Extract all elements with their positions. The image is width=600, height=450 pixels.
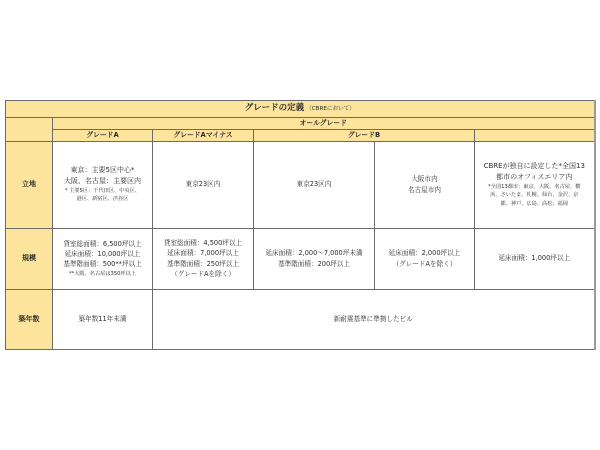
scale-grade-b-osaka-line1: 延床面積：2,000坪以上 [388, 249, 461, 258]
scale-grade-b-tokyo [254, 228, 375, 289]
location-all-grade-line1: CBREが独自に設定した*全国13 [483, 162, 585, 171]
scale-grade-a-minus-line1: 貸室総面積：4,500坪以上 [163, 239, 243, 248]
all-grade-subheader [475, 129, 595, 141]
scale-grade-a-line3: 基準階面積：500**坪以上 [63, 260, 142, 269]
scale-grade-a-minus-line3: 基準階面積：250坪以上 [167, 259, 239, 268]
age-row [6, 289, 595, 349]
location-grade-b-tokyo: 東京23区内 [254, 141, 375, 228]
location-grade-a [53, 141, 153, 228]
grade-header-row [6, 129, 595, 141]
scale-grade-a-line2: 延床面積：10,000坪以上 [64, 250, 141, 259]
table-title-text: グレードの定義 [244, 103, 305, 114]
table-title-subtext: （CBREにおいて） [306, 106, 355, 113]
location-grade-b-osaka [375, 141, 475, 228]
title-row [6, 101, 595, 118]
location-grade-a-line2: 大阪、名古屋：主要区内 [64, 177, 141, 186]
location-grade-a-line1: 東京：主要5区中心* [70, 166, 135, 175]
location-label: 立地 [6, 141, 53, 228]
age-others: 新耐震基準に準拠したビル [153, 289, 595, 349]
scale-grade-a-line1: 貸室総面積：6,500坪以上 [63, 240, 142, 249]
scale-grade-a [53, 228, 153, 289]
scale-grade-a-minus-line2: 延床面積：7,000坪以上 [167, 249, 239, 258]
location-row [6, 141, 595, 228]
scale-row [6, 228, 595, 289]
scale-label: 規模 [6, 228, 53, 289]
scale-all-grade: 延床面積：1,000坪以上 [475, 228, 595, 289]
scale-grade-a-minus-line4: （グレードAを除く） [171, 269, 235, 278]
age-grade-a: 築年数11年未満 [53, 289, 153, 349]
location-grade-a-note2: 港区、新宿区、渋谷区 [76, 196, 129, 203]
grade-definition-table [5, 100, 596, 350]
all-grade-header-row [6, 118, 595, 130]
corner-cell [6, 118, 53, 142]
location-all-grade-line2: 都市のオフィスエリア内 [496, 173, 573, 182]
table-title [6, 101, 595, 118]
grade-b-header: グレードB [254, 129, 475, 141]
location-grade-a-minus: 東京23区内 [153, 141, 254, 228]
age-label: 築年数 [6, 289, 53, 349]
grade-a-header: グレードA [53, 129, 153, 141]
location-all-grade-note3: 都、神戸、広島、高松、福岡 [500, 200, 568, 207]
scale-grade-b-tokyo-line1: 延床面積：2,000～7,000坪未満 [265, 249, 363, 258]
location-all-grade [475, 141, 595, 228]
all-grade-header: オールグレード [53, 118, 595, 130]
grade-a-minus-header: グレードAマイナス [153, 129, 254, 141]
location-grade-b-osaka-line2: 名古屋市内 [408, 185, 441, 194]
location-grade-a-note1: * 主要5区：千代田区、中央区、 [65, 188, 140, 195]
scale-grade-b-tokyo-line2: 基準階面積：200坪以上 [278, 259, 350, 268]
location-all-grade-note1: *全国13都市：東京、大阪、名古屋、横 [488, 183, 581, 190]
location-grade-b-osaka-line1: 大阪市内 [411, 175, 438, 184]
scale-grade-b-osaka-line2: （グレードAを除く） [392, 259, 457, 268]
location-all-grade-note2: 浜、さいたま、札幌、仙台、金沢、京 [490, 192, 579, 199]
scale-grade-a-note: **大阪、名古屋は350坪以上 [69, 270, 136, 277]
scale-grade-a-minus [153, 228, 254, 289]
scale-grade-b-osaka [375, 228, 475, 289]
